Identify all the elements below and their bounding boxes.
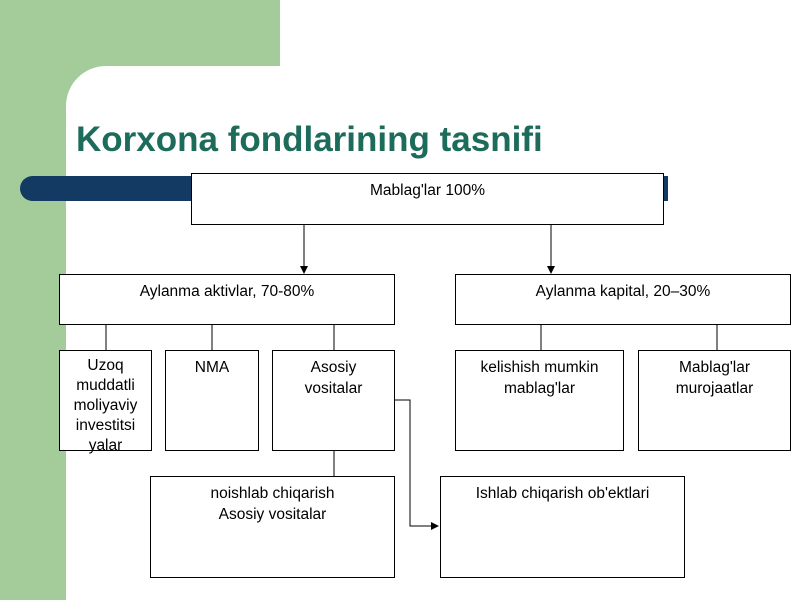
box-aktivlar-label: Aylanma aktivlar, 70-80% [139,283,315,300]
kelishish-line-1: kelishish mumkin [480,359,599,376]
slide-title: Korxona fondlarining tasnifi [76,120,543,159]
uzoq-line-5: yalar [88,437,123,454]
uzoq-line-1: Uzoq [87,357,124,374]
box-kelishish-mumkin [455,350,624,451]
box-mablaglar-murojaatlar [638,350,791,451]
asosiy-line-1: Asosiy [310,359,357,376]
box-noishlab-chiqarish [150,476,395,578]
box-nma [165,350,259,451]
uzoq-line-4: investitsi [75,417,136,434]
box-aylanma-aktivlar [59,274,395,325]
arrow-asosiy-to-ishlab [394,400,438,526]
box-kapital-label: Aylanma kapital, 20–30% [535,283,711,300]
box-ishlab-label: Ishlab chiqarish ob'ektlari [475,485,650,502]
murojaatlar-line-2: murojaatlar [675,380,754,397]
asosiy-line-2: vositalar [304,380,363,397]
noishlab-line-2: Asosiy vositalar [218,506,327,523]
box-root-label: Mablag'lar 100% [370,182,485,199]
box-nma-label: NMA [194,359,230,376]
box-ishlab-chiqarish [440,476,685,578]
uzoq-line-2: muddatli [76,377,135,394]
kelishish-line-2: mablag'lar [503,380,576,397]
murojaatlar-line-1: Mablag'lar [678,359,751,376]
box-aylanma-kapital [455,274,791,325]
uzoq-line-3: moliyaviy [73,397,138,414]
box-uzoq-muddatli [59,350,152,454]
noishlab-line-1: noishlab chiqarish [210,485,335,502]
box-asosiy-vositalar [272,350,395,451]
box-mablaglar-root [191,173,664,225]
